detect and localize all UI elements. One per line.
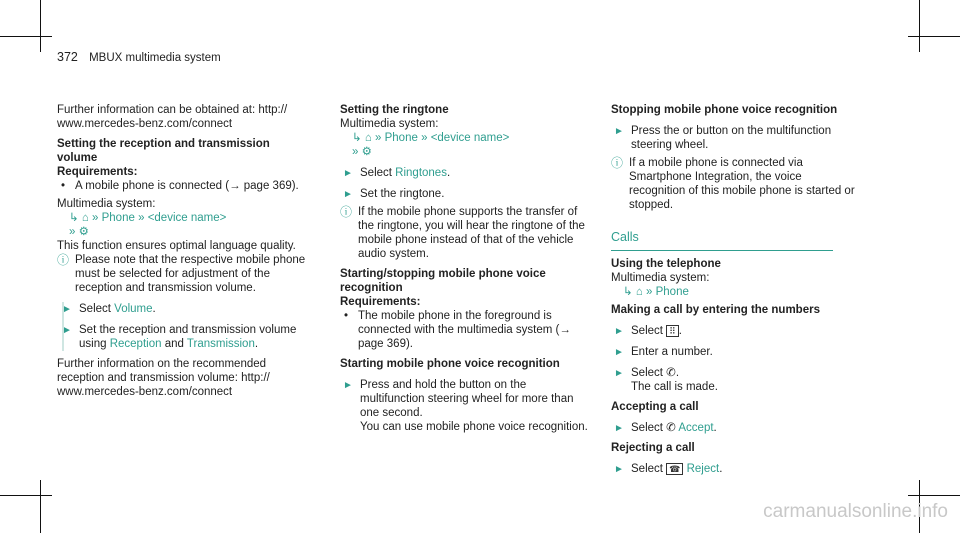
nav-path [57, 211, 307, 225]
page-number: 372 [57, 50, 78, 64]
step: ► Set the reception and transmission volume using Reception and Transmission. [62, 324, 297, 350]
chevron-icon: » [138, 212, 145, 224]
crop-mark [40, 480, 41, 533]
step-arrow-icon: ► [343, 168, 353, 179]
crop-mark [0, 36, 52, 37]
step-arrow-icon: ► [614, 126, 624, 137]
chevron-icon: » [375, 132, 382, 144]
nav-path-2 [57, 225, 307, 239]
step: ► Select ☎ Reject. [614, 463, 723, 475]
nav-device: <device name> [147, 212, 227, 224]
step: ► Select ⠿ . [614, 325, 682, 337]
watermark: carmanualsonline.info [763, 501, 948, 522]
nav-path-2 [340, 145, 590, 159]
arrow-icon: ↳ [69, 212, 79, 224]
arrow-icon: ↳ [352, 132, 362, 144]
column-1 [57, 103, 307, 399]
home-icon: ⌂ [81, 212, 89, 224]
crop-mark [40, 0, 41, 52]
nav-path [611, 285, 861, 299]
crop-mark [0, 495, 52, 496]
step: ► Set the ringtone. [343, 188, 445, 200]
crop-mark [919, 0, 920, 52]
step: ► Select Ringtones. [343, 167, 451, 179]
heading: Starting mobile phone voice recognition [340, 358, 560, 370]
hangup-icon: ☎ [666, 463, 683, 475]
crop-mark [908, 495, 960, 496]
nav-phone: Phone [384, 132, 418, 144]
nav-path [340, 131, 590, 145]
multimedia-label: Multimedia system: [57, 198, 156, 210]
step: ► Press the or button on the multifunction steering wheel. [614, 125, 832, 151]
step-arrow-icon: ► [614, 368, 624, 379]
chevron-icon: » [69, 226, 76, 238]
heading: Rejecting a call [611, 442, 695, 454]
nav-phone: Phone [101, 212, 135, 224]
info-note: ⓘ If the mobile phone supports the transfer of the ringtone, you will hear the ringtone of the mobile phone instead of that of the vehicle audio system. [340, 205, 585, 260]
list-item: • The mobile phone in the foreground is connected with the multimedia system (→ page 369). [344, 310, 571, 350]
section-title: Calls [611, 230, 833, 251]
requirements-label: Requirements: [340, 296, 421, 308]
heading: Making a call by entering the numbers [611, 304, 820, 316]
page-title: MBUX multimedia system [89, 52, 221, 64]
crop-mark [908, 36, 960, 37]
info-icon: ⓘ [340, 205, 353, 219]
chevron-icon: » [421, 132, 428, 144]
paragraph: Further information can be obtained at: http:// www.mercedes-benz.com/connect [57, 104, 288, 130]
heading: Setting the reception and transmission volume [57, 138, 270, 164]
keypad-icon: ⠿ [666, 325, 679, 337]
phone-icon: ✆ [666, 367, 676, 379]
step: ► Enter a number. [614, 346, 713, 358]
home-icon: ⌂ [364, 132, 372, 144]
heading: Stopping mobile phone voice recognition [611, 104, 838, 116]
home-icon: ⌂ [635, 286, 643, 298]
info-icon: ⓘ [611, 156, 624, 170]
heading: Using the telephone [611, 258, 721, 270]
nav-phone: Phone [655, 286, 689, 298]
step: ► Select ✆ Accept. [614, 422, 717, 434]
chevron-icon: » [92, 212, 99, 224]
chevron-icon: » [352, 146, 359, 158]
step: ► Select ✆. The call is made. [614, 367, 718, 393]
step-arrow-icon: ► [614, 326, 624, 337]
heading: Starting/stopping mobile phone voice recognition [340, 268, 546, 294]
list-item: • A mobile phone is connected (→ page 369). [61, 180, 299, 192]
step: ► Select Volume. [62, 303, 156, 315]
arrow-icon: ↳ [623, 286, 633, 298]
step-arrow-icon: ► [614, 464, 624, 475]
step-arrow-icon: ► [343, 380, 353, 391]
gear-icon: ⚙ [78, 226, 89, 238]
info-note: ⓘ Please note that the respective mobile phone must be selected for adjustment of the reception and transmission volume. [57, 253, 306, 294]
column-2 [340, 103, 590, 434]
paragraph: This function ensures optimal language quality. [57, 240, 296, 252]
multimedia-label: Multimedia system: [611, 272, 710, 284]
page-header [57, 50, 221, 65]
requirements-label: Requirements: [57, 166, 138, 178]
paragraph: Further information on the recommended reception and transmission volume: http:// www.mercedes-benz.com/connect [57, 358, 270, 398]
column-3 [611, 103, 861, 476]
heading: Setting the ringtone [340, 104, 449, 116]
gear-icon: ⚙ [361, 146, 372, 158]
multimedia-label: Multimedia system: [340, 118, 439, 130]
step: ► Press and hold the button on the multifunction steering wheel for more than one second. You can use mobile phone voice recognition. [343, 379, 588, 433]
info-note: ⓘ If a mobile phone is connected via Smartphone Integration, the voice recognition of this mobile phone is started or stopped. [611, 156, 855, 211]
step-arrow-icon: ► [614, 347, 624, 358]
step-arrow-icon: ► [343, 189, 353, 200]
phone-icon: ✆ [666, 422, 676, 434]
step-arrow-icon: ► [62, 325, 72, 336]
step-arrow-icon: ► [614, 423, 624, 434]
step-arrow-icon: ► [62, 304, 72, 315]
chevron-icon: » [646, 286, 653, 298]
heading: Accepting a call [611, 401, 699, 413]
nav-device: <device name> [430, 132, 510, 144]
info-icon: ⓘ [57, 253, 70, 267]
